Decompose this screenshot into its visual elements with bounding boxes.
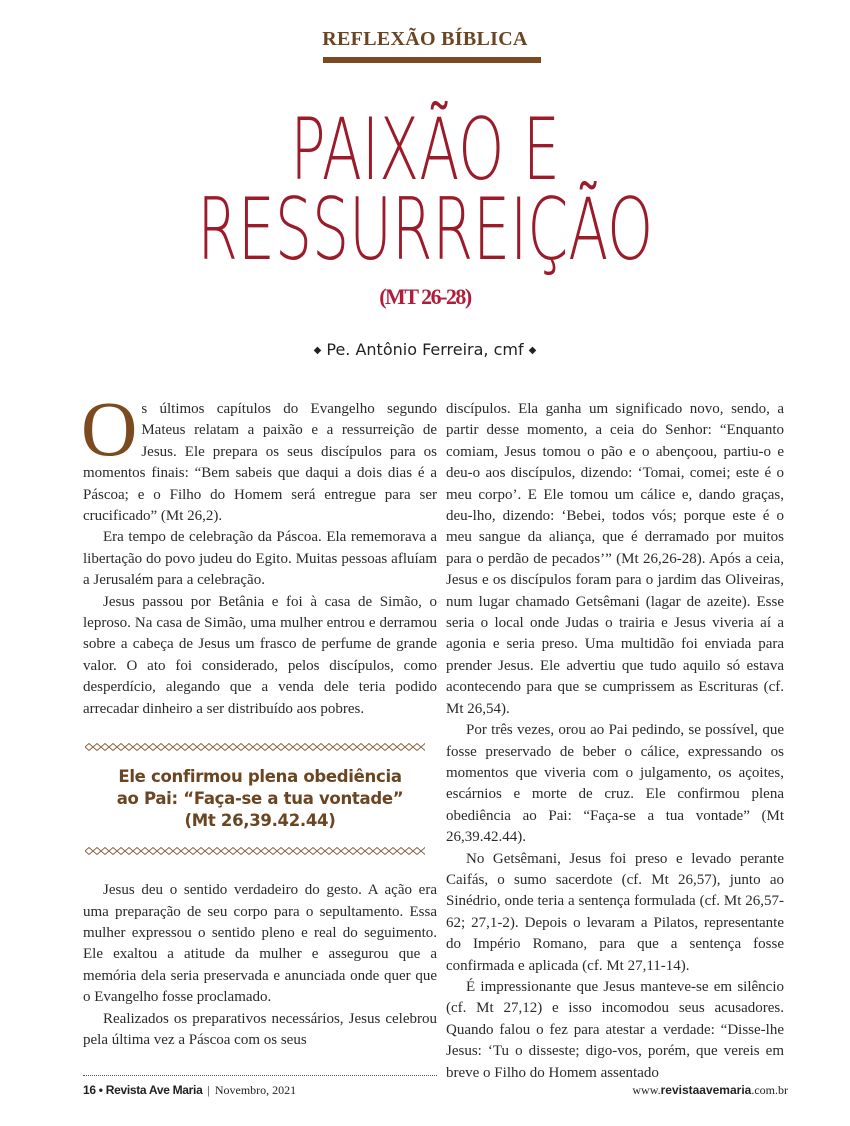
issue-date: Novembro, 2021: [214, 1083, 297, 1097]
diamond-icon: ◆: [313, 345, 322, 356]
paragraph: Jesus deu o sentido verdadeiro do gesto. A ação era uma preparação de seu corpo para o sepultamento. Essa mulher expressou o sentido pleno e real do seguimento. Ele exaltou a atitude da mulher e assegurou que a memória dela seria preservada e anunciada onde quer que o Evangelho fosse proclamado.: [83, 882, 437, 1006]
footer-url[interactable]: www.revistaavemaria.com.br: [632, 1083, 788, 1097]
page-number-brand: 16 • Revista Ave Maria: [83, 1083, 203, 1097]
pull-quote-line: Ele confirmou plena obediência: [118, 767, 402, 787]
drop-cap: O: [81, 385, 138, 472]
footer-left: [83, 1083, 296, 1098]
footer-separator: |: [207, 1083, 210, 1097]
pull-quote-reference: (Mt 26,39.42.44): [184, 811, 336, 831]
paragraph: Jesus passou por Betânia e foi à casa de Simão, o leproso. Na casa de Simão, uma mulher entrou e derramou sobre a cabeça de Jesus um frasco de perfume de grande valor. O ato foi considerado, pelos discípulos, como desperdício, alegando que a venda dele teria podido arrecadar dinheiro a ser distribuído aos pobres.: [83, 593, 437, 717]
paragraph: discípulos. Ela ganha um significado novo, sendo, a partir desse momento, a ceia do Senhor: “Enquanto comiam, Jesus tomou o pão e o abençoou, partiu-o e deu-o aos discípulos, dizendo: ‘Tomai, comei; este é o meu corpo’. E Ele tomou um cálice e, dando graças, deu-lho, dizendo: ‘Bebei, todos vós; porque este é o meu sangue da aliança, que é derramado por muitos para o perdão de pecados’” (Mt 26,26-28). Após a ceia, Jesus e os discípulos foram para o jardim das Oliveiras, num lugar chamado Getsêmani (lagar de azeite). Esse seria o local onde Judas o trairia e Jesus viveria aí a agonia e seria preso. Uma multidão foi enviada para prender Jesus. Ele advertiu que tudo aquilo só estava acontecendo para que se cumprissem as Escrituras (cf. Mt 26,54).: [446, 401, 784, 717]
spacer: [83, 856, 437, 880]
section-label: REFLEXÃO BÍBLICA: [322, 28, 528, 50]
paragraph: No Getsêmani, Jesus foi preso e levado perante Caifás, o sumo sacerdote (cf. Mt 26,57), junto ao Sinédrio, onde teria a sentença formulada (cf. Mt 26,57-62; 27,1-2). Depois o levaram a Pilatos, representante do Império Romano, para que a sentença fosse confirmada e aplicada (cf. Mt 27,11-14).: [446, 850, 784, 974]
title-reference: (MT 26-28): [379, 284, 471, 309]
pull-quote: [83, 766, 437, 832]
paragraph: Realizados os preparativos necessários, Jesus celebrou pela última vez a Páscoa com os seus: [83, 1010, 437, 1048]
paragraph: Era tempo de celebração da Páscoa. Ela rememorava a libertação do povo judeu do Egito. Muitas pessoas afluíam a Jerusalém para a celebração.: [83, 529, 437, 589]
section-underline: [323, 57, 541, 63]
right-column: [446, 399, 784, 1084]
title-line-1: PAIXÃO E: [290, 100, 560, 200]
title-line-2: RESSURREIÇÃO: [197, 180, 653, 280]
ornament-divider: [85, 846, 425, 856]
pull-quote-line: ao Pai: “Faça-se a tua vontade”: [116, 789, 404, 809]
left-column: [81, 385, 437, 1051]
ornament-divider: [85, 742, 425, 752]
paragraph: Os últimos capítulos do Evangelho segundo Mateus relatam a paixão e a ressurreição de Jesus. Ele prepara os seus discípulos para os momentos finais: “Bem sabeis que daqui a dois dias é a Páscoa; e o Filho do Homem será entregue para ser crucificado” (Mt 26,2).: [81, 385, 437, 525]
diamond-icon: ◆: [528, 345, 537, 356]
paragraph: É impressionante que Jesus manteve-se em silêncio (cf. Mt 27,12) e isso incomodou seus acusadores. Quando falou o fez para atestar a verdade: “Disse-lhe Jesus: ‘Tu o disseste; digo-vos, porém, que vereis em breve o Filho do Homem assentado: [446, 978, 784, 1081]
paragraph: Por três vezes, orou ao Pai pedindo, se possível, que fosse preservado de beber o cálice, expressando os momentos que viveria com o julgamento, os açoites, escárnios e morte de cruz. Ele confirmou plena obediência ao Pai: “Faça-se a tua vontade” (Mt 26,39.42.44).: [446, 722, 784, 846]
author-name: Pe. Antônio Ferreira, cmf: [326, 340, 524, 359]
author-byline: [0, 340, 850, 361]
footer-rule: [83, 1075, 437, 1076]
